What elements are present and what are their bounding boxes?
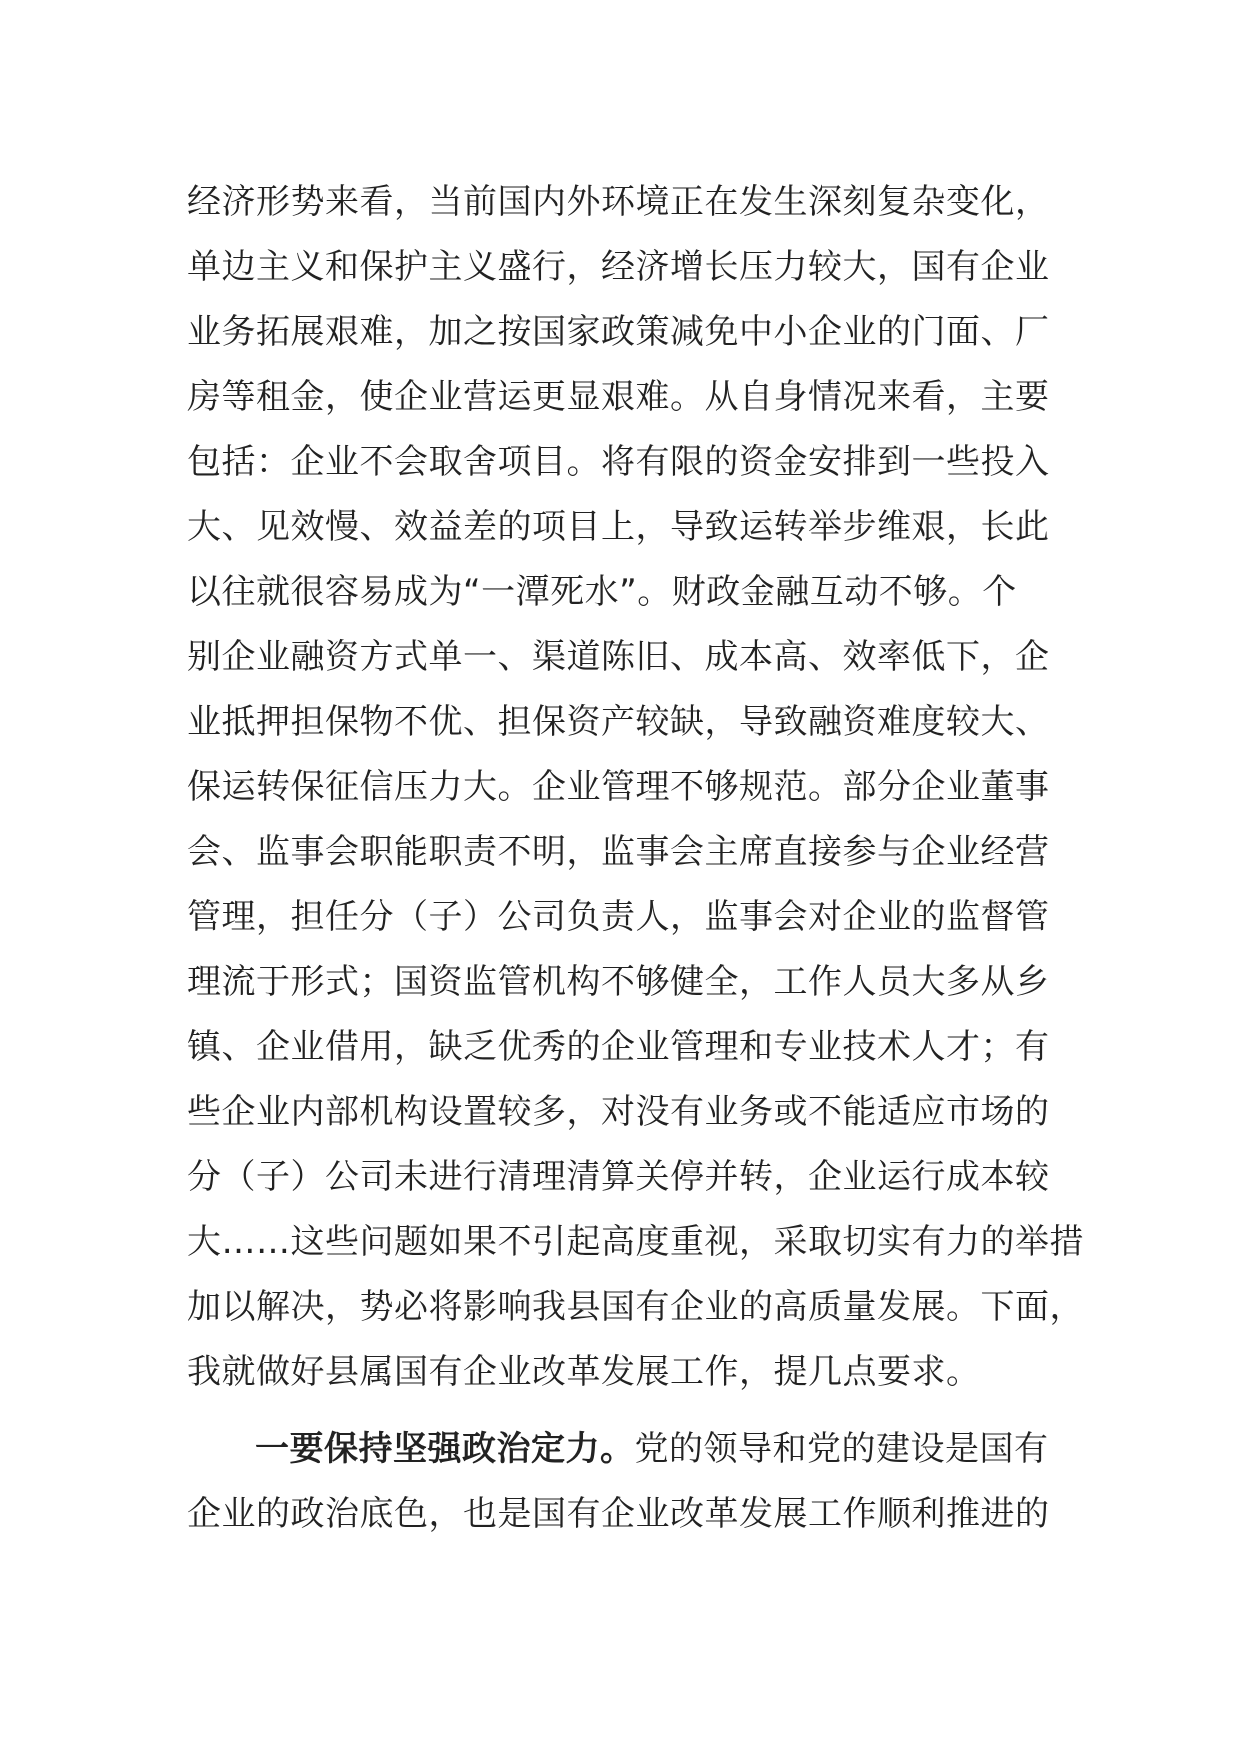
text-line: 分（子）公司未进行清理清算关停并转，企业运行成本较 xyxy=(187,1157,1050,1197)
text-line: 加以解决，势必将影响我县国有企业的高质量发展。下面， xyxy=(187,1287,1084,1327)
text-line: 些企业内部机构设置较多，对没有业务或不能适应市场的 xyxy=(187,1092,1050,1132)
text-line: 以往就很容易成为“一潭死水”。财政金融互动不够。个 xyxy=(187,572,1017,612)
text-line: 企业的政治底色，也是国有企业改革发展工作顺利推进的 xyxy=(187,1494,1050,1534)
text-line: 大……这些问题如果不引起高度重视，采取切实有力的举措 xyxy=(187,1222,1084,1262)
text-line: 业务拓展艰难，加之按国家政策减免中小企业的门面、厂 xyxy=(187,312,1050,352)
section-heading: 一要保持坚强政治定力。 xyxy=(255,1429,635,1469)
text-line: 别企业融资方式单一、渠道陈旧、成本高、效率低下，企 xyxy=(187,637,1050,677)
text-line: 单边主义和保护主义盛行，经济增长压力较大，国有企业 xyxy=(187,247,1050,287)
text-line: 理流于形式；国资监管机构不够健全，工作人员大多从乡 xyxy=(187,962,1050,1002)
heading-continuation: 党的领导和党的建设是国有 xyxy=(634,1429,1049,1469)
text-line: 包括：企业不会取舍项目。将有限的资金安排到一些投入 xyxy=(187,442,1050,482)
paragraph-1 xyxy=(187,170,1084,1405)
paragraph-gap xyxy=(187,1405,1067,1417)
text-line: 管理，担任分（子）公司负责人，监事会对企业的监督管 xyxy=(187,897,1050,937)
text-line: 房等租金，使企业营运更显艰难。从自身情况来看，主要 xyxy=(187,377,1050,417)
paragraph-2 xyxy=(187,1417,1067,1547)
text-line: 业抵押担保物不优、担保资产较缺，导致融资难度较大、 xyxy=(187,702,1050,742)
text-line: 大、见效慢、效益差的项目上，导致运转举步维艰，长此 xyxy=(187,507,1050,547)
text-line: 镇、企业借用，缺乏优秀的企业管理和专业技术人才；有 xyxy=(187,1027,1050,1067)
text-line: 保运转保征信压力大。企业管理不够规范。部分企业董事 xyxy=(187,767,1050,807)
text-line xyxy=(187,1417,1067,1482)
text-line: 我就做好县属国有企业改革发展工作，提几点要求。 xyxy=(187,1352,981,1392)
text-line: 经济形势来看，当前国内外环境正在发生深刻复杂变化， xyxy=(187,182,1050,222)
body-text xyxy=(187,170,1084,1547)
text-line: 会、监事会职能职责不明，监事会主席直接参与企业经营 xyxy=(187,832,1050,872)
